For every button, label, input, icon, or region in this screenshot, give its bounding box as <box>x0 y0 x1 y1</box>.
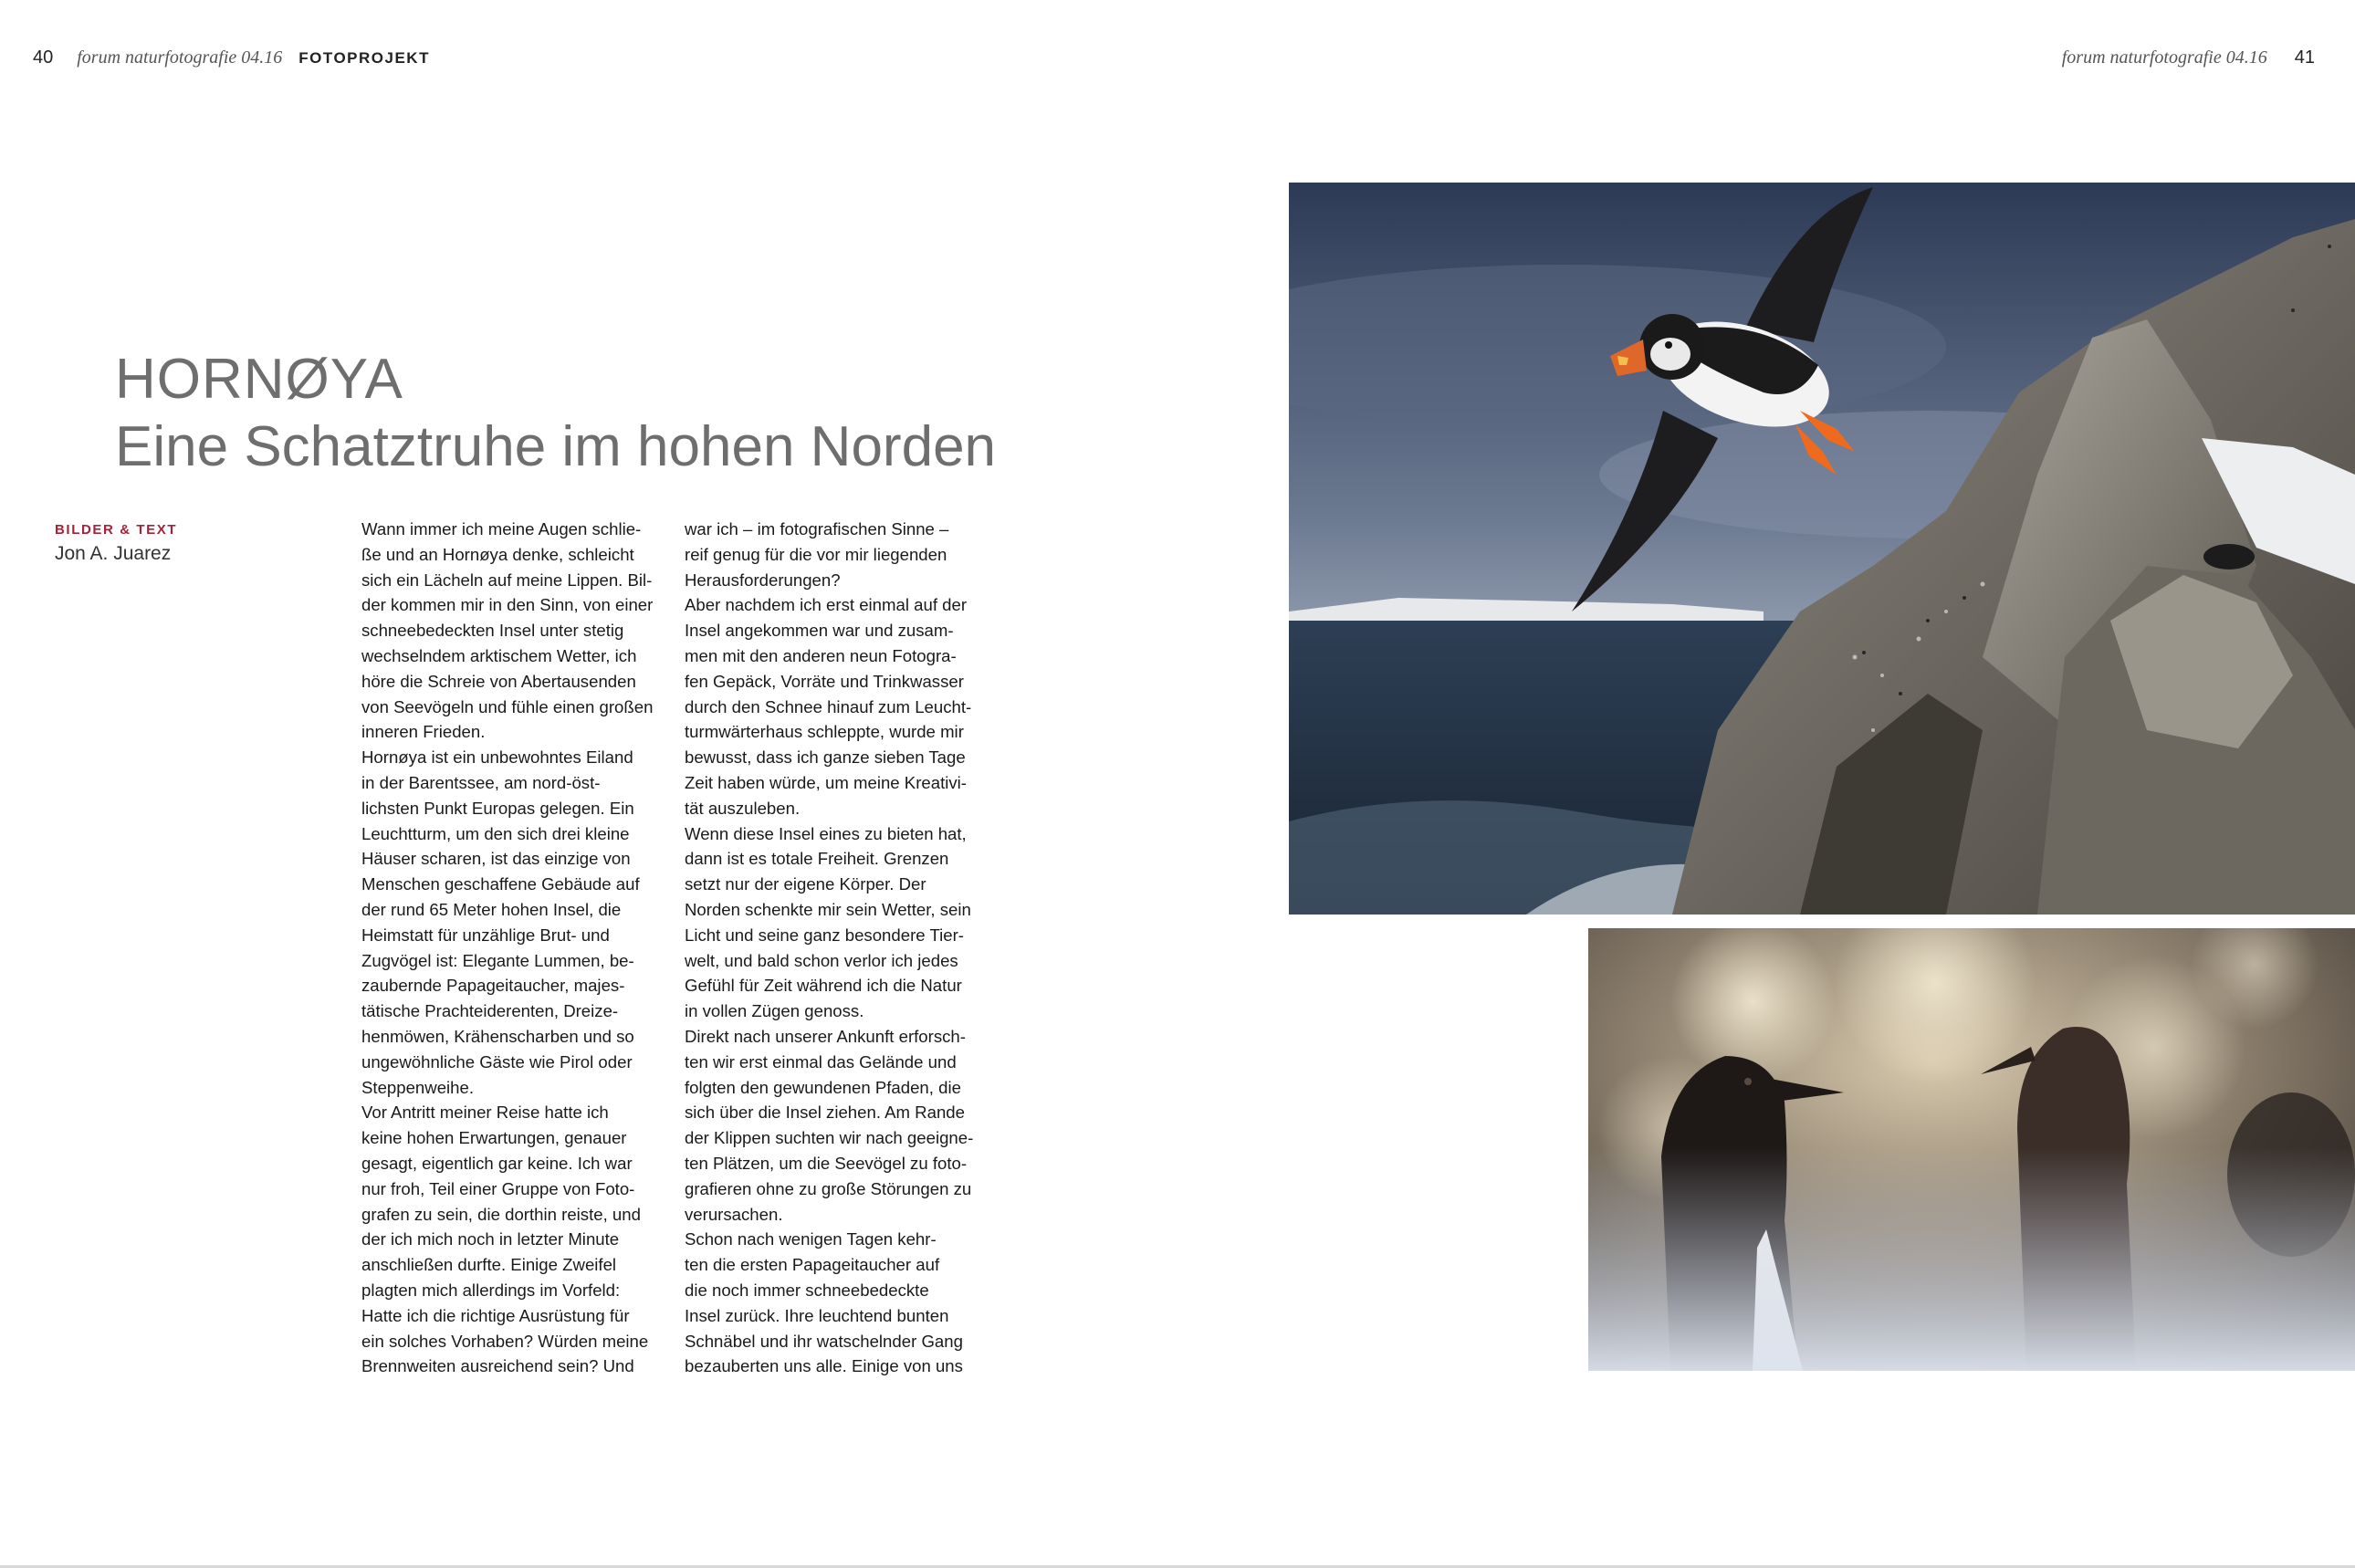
guillemots-photo <box>1588 928 2355 1371</box>
text-line: bewusst, dass ich ganze sieben Tage <box>685 747 966 768</box>
text-line: Vor Antritt meiner Reise hatte ich <box>361 1103 609 1123</box>
text-line: Leuchtturm, um den sich drei kleine <box>361 823 630 843</box>
text-line: der Klippen suchten wir nach geeigne- <box>685 1128 974 1148</box>
text-line: bezauberten uns alle. Einige von uns <box>685 1356 963 1376</box>
text-line: Gefühl für Zeit während ich die Natur <box>685 976 962 996</box>
text-line: höre die Schreie von Abertausenden <box>361 671 636 691</box>
credit-label: BILDER & TEXT <box>55 522 178 538</box>
left-page-number: 40 <box>33 47 54 68</box>
right-page-number: 41 <box>2294 47 2315 68</box>
right-running-header <box>2062 47 2315 68</box>
text-line: Wann immer ich meine Augen schlie- <box>361 519 642 538</box>
article-title <box>115 347 996 482</box>
text-line: wechselndem arktischem Wetter, ich <box>361 645 637 665</box>
text-line: schneebedeckten Insel unter stetig <box>361 621 624 641</box>
text-line: in der Barentssee, am nord-öst- <box>361 772 601 792</box>
text-line: Brennweiten ausreichend sein? Und <box>361 1356 634 1376</box>
text-line: von Seevögeln und fühle einen großen <box>361 696 654 716</box>
text-line: gesagt, eigentlich gar keine. Ich war <box>361 1153 633 1173</box>
text-line: fen Gepäck, Vorräte und Trinkwasser <box>685 671 964 691</box>
text-line: turmwärterhaus schleppte, wurde mir <box>685 722 964 742</box>
text-line: setzt nur der eigene Körper. Der <box>685 874 926 894</box>
text-line: inneren Frieden. <box>361 722 486 742</box>
text-line: Aber nachdem ich erst einmal auf der <box>685 595 968 615</box>
right-magazine-name: forum naturfotografie 04.16 <box>2061 47 2267 68</box>
text-line: die noch immer schneebedeckte <box>685 1280 929 1300</box>
text-line: sich über die Insel ziehen. Am Rande <box>685 1103 965 1123</box>
text-line: keine hohen Erwartungen, genauer <box>361 1128 627 1148</box>
text-line: durch den Schnee hinauf zum Leucht- <box>685 696 972 716</box>
text-line: nur froh, Teil einer Gruppe von Foto- <box>361 1178 635 1198</box>
left-magazine-name: forum naturfotografie 04.16 <box>77 47 283 68</box>
text-line: in vollen Zügen genoss. <box>685 1001 864 1021</box>
text-line: ten wir erst einmal das Gelände und <box>685 1051 957 1071</box>
text-line: Häuser scharen, ist das einzige von <box>361 849 631 869</box>
text-line: Insel angekommen war und zusam- <box>685 621 954 641</box>
text-line: Norden schenkte mir sein Wetter, sein <box>685 899 971 919</box>
text-line: ungewöhnliche Gäste wie Pirol oder <box>361 1051 633 1071</box>
title-line-2: Eine Schatztruhe im hohen Norden <box>115 415 997 478</box>
text-line: henmöwen, Krähenscharben und so <box>361 1026 634 1046</box>
text-line: Menschen geschaffene Gebäude auf <box>361 874 640 894</box>
text-line: verursachen. <box>685 1204 783 1224</box>
text-line: der ich mich noch in letzter Minute <box>361 1229 620 1249</box>
text-line: Licht und seine ganz besondere Tier- <box>685 925 964 945</box>
text-line: Zugvögel ist: Elegante Lummen, be- <box>361 950 634 970</box>
text-line: welt, und bald schon verlor ich jedes <box>685 950 958 970</box>
left-running-header <box>33 47 430 68</box>
text-line: Heimstatt für unzählige Brut- und <box>361 925 610 945</box>
text-column-2 <box>685 517 988 1379</box>
text-line: dann ist es totale Freiheit. Grenzen <box>685 849 949 869</box>
text-line: ten die ersten Papageitaucher auf <box>685 1255 940 1275</box>
text-line: tät auszuleben. <box>685 798 801 818</box>
author-name: Jon A. Juarez <box>55 543 172 564</box>
title-line-1: HORNØYA <box>115 348 403 411</box>
text-line: men mit den anderen neun Fotogra- <box>685 645 957 665</box>
text-line: zaubernde Papageitaucher, majes- <box>361 976 625 996</box>
text-line: der kommen mir in den Sinn, von einer <box>361 595 654 615</box>
text-line: ten Plätzen, um die Seevögel zu foto- <box>685 1153 968 1173</box>
text-line: Direkt nach unserer Ankunft erforsch- <box>685 1026 966 1046</box>
text-line: folgten den gewundenen Pfaden, die <box>685 1077 961 1097</box>
puffin-flight-photo <box>1289 183 2355 915</box>
text-line: grafen zu sein, die dorthin reiste, und <box>361 1204 641 1224</box>
text-line: lichsten Punkt Europas gelegen. Ein <box>361 798 634 818</box>
text-column-1 <box>361 517 665 1379</box>
text-line: war ich – im fotografischen Sinne – <box>685 519 949 538</box>
text-line: ein solches Vorhaben? Würden meine <box>361 1331 649 1351</box>
text-line: ße und an Hornøya denke, schleicht <box>361 544 634 564</box>
text-line: Zeit haben würde, um meine Kreativi- <box>685 772 968 792</box>
text-line: reif genug für die vor mir liegenden <box>685 544 947 564</box>
text-line: Steppenweihe. <box>361 1077 475 1097</box>
text-line: anschließen durfte. Einige Zweifel <box>361 1255 617 1275</box>
author-credit <box>55 522 177 565</box>
section-label: FOTOPROJEKT <box>298 49 430 67</box>
text-line: Hornøya ist ein unbewohntes Eiland <box>361 747 633 768</box>
text-line: Schnäbel und ihr watschelnder Gang <box>685 1331 963 1351</box>
text-line: Insel zurück. Ihre leuchtend bunten <box>685 1305 949 1325</box>
text-line: der rund 65 Meter hohen Insel, die <box>361 899 622 919</box>
text-line: plagten mich allerdings im Vorfeld: <box>361 1280 621 1300</box>
text-line: grafieren ohne zu große Störungen zu <box>685 1178 972 1198</box>
text-line: Wenn diese Insel eines zu bieten hat, <box>685 823 967 843</box>
text-line: sich ein Lächeln auf meine Lippen. Bil- <box>361 570 653 590</box>
text-line: Schon nach wenigen Tagen kehr- <box>685 1229 937 1249</box>
text-line: tätische Prachteiderenten, Dreize- <box>361 1001 619 1021</box>
text-line: Herausforderungen? <box>685 570 841 590</box>
text-line: Hatte ich die richtige Ausrüstung für <box>361 1305 630 1325</box>
